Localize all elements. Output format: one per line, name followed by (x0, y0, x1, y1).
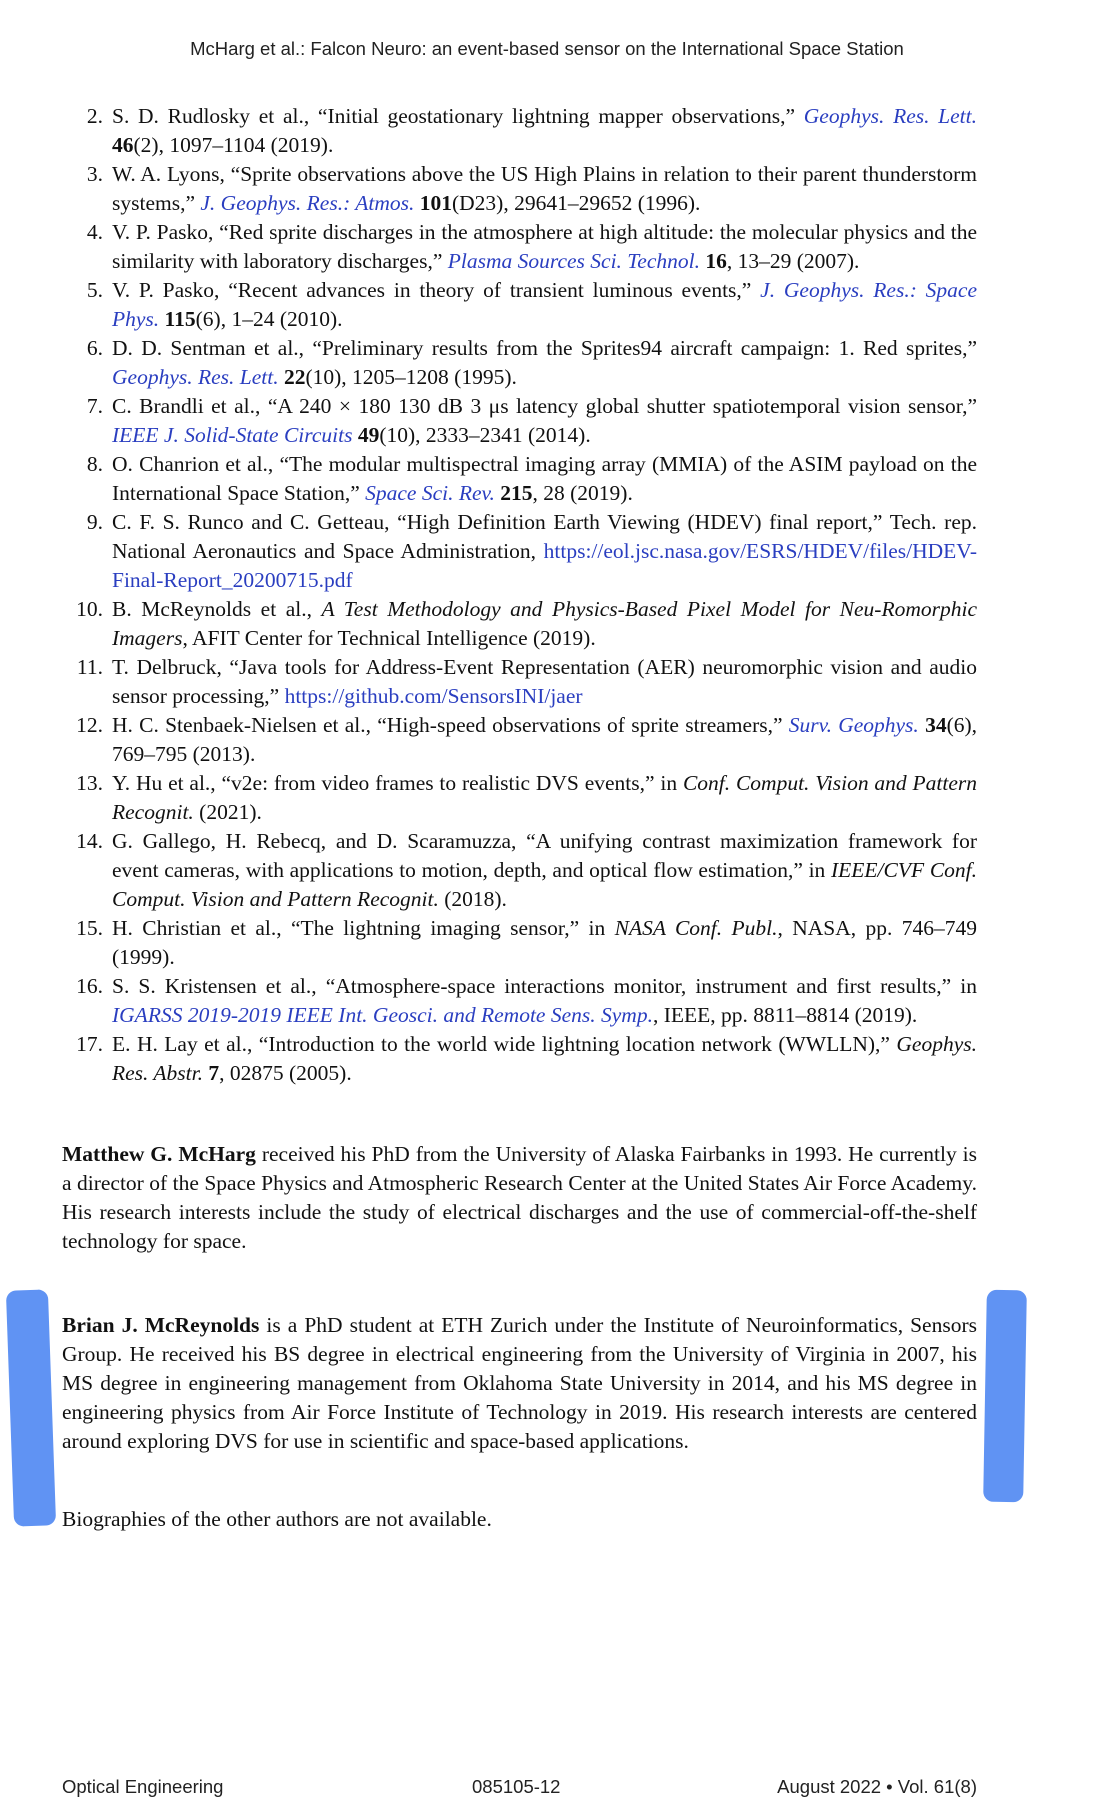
reference-text-segment: C. Brandli et al., “A 240 × 180 130 dB 3 μs latency global shutter spatiotemporal vision sensor,” (112, 394, 977, 418)
volume-number: 46 (112, 133, 134, 157)
volume-number: 16 (705, 249, 727, 273)
highlight-mark-left (6, 1289, 56, 1526)
footer-issue: August 2022 • Vol. 61(8) (777, 1776, 977, 1797)
reference-text-segment: H. Christian et al., “The lightning imaging sensor,” in (112, 916, 615, 940)
journal-link[interactable]: Geophys. Res. Lett. (803, 104, 978, 128)
volume-number: 49 (357, 423, 380, 447)
reference-text-segment: , 13–29 (2007). (726, 249, 860, 273)
reference-text-segment: (6), 769–795 (2013). (112, 713, 978, 766)
reference-number: 6. (86, 336, 103, 360)
reference-text-segment: (2021). (193, 800, 262, 824)
italic-title: IEEE/CVF Conf. Comput. Vision and Pattern Recognit. (112, 858, 978, 911)
reference-text (112, 218, 977, 276)
reference-text (112, 392, 977, 450)
reference-text (112, 1030, 977, 1088)
reference-number: 11. (76, 655, 103, 679)
italic-title: NASA Conf. Publ. (614, 916, 778, 940)
reference-text (112, 450, 977, 508)
reference-item (62, 769, 977, 827)
volume-number: 34 (925, 713, 947, 737)
journal-link[interactable]: Geophys. Res. Lett. (112, 365, 279, 389)
reference-text (112, 711, 977, 769)
reference-text (112, 102, 977, 160)
bio-mcreynolds-name: Brian J. McReynolds (62, 1313, 260, 1337)
running-head: McHarg et al.: Falcon Neuro: an event-based sensor on the International Space Station (190, 38, 904, 59)
highlight-mark-right (983, 1290, 1027, 1503)
reference-text-segment: , 02875 (2005). (219, 1061, 352, 1085)
bio-mcreynolds-text: is a PhD student at ETH Zurich under the Institute of Neuroinformatics, Sensors Group. He received his BS degree in electrical engineering from the University of Virginia in 2007, his MS degree in engineering management from Oklahoma State University in 2014, and his MS degree in engineering physics from Air Force Institute of Technology in 2019. His research interests are centered around exploring DVS for use in scientific and space-based applications. (62, 1313, 977, 1453)
journal-link[interactable]: Space Sci. Rev. (365, 481, 495, 505)
reference-text-segment: C. F. S. Runco and C. Getteau, “High Definition Earth Viewing (HDEV) final report,” Tech. rep. National Aeronautics and Space Administration, (112, 510, 977, 563)
reference-number: 5. (86, 278, 103, 302)
reference-text-segment: (10), 1205–1208 (1995). (305, 365, 517, 389)
reference-item (62, 595, 977, 653)
reference-number: 17. (76, 1032, 103, 1056)
reference-text-segment: (2), 1097–1104 (2019). (133, 133, 334, 157)
reference-text (112, 827, 977, 914)
reference-text-segment: , 28 (2019). (532, 481, 633, 505)
reference-item (62, 1030, 977, 1088)
journal-link[interactable]: Plasma Sources Sci. Technol. (447, 249, 700, 273)
reference-text-segment: (6), 1–24 (2010). (195, 307, 343, 331)
reference-item (62, 827, 977, 914)
volume-number: 115 (164, 307, 196, 331)
reference-item (62, 334, 977, 392)
reference-item (62, 508, 977, 595)
reference-text-segment: S. D. Rudlosky et al., “Initial geostationary lightning mapper observations,” (112, 104, 804, 128)
reference-text-segment: O. Chanrion et al., “The modular multispectral imaging array (MMIA) of the ASIM payload on the International Space Station,” (112, 452, 977, 505)
italic-title: Geophys. Res. Abstr. (112, 1032, 977, 1085)
reference-item (62, 102, 977, 160)
reference-text-segment: , AFIT Center for Technical Intelligence (2019). (182, 626, 596, 650)
journal-link[interactable]: J. Geophys. Res.: Atmos. (200, 191, 415, 215)
url-link[interactable]: https://github.com/SensorsINI/jaer (284, 684, 583, 708)
reference-number: 7. (86, 394, 103, 418)
volume-number: 101 (419, 191, 452, 215)
reference-text-segment: B. McReynolds et al., (112, 597, 322, 621)
reference-number: 4. (86, 220, 103, 244)
reference-text-segment: (2018). (438, 887, 507, 911)
reference-item (62, 450, 977, 508)
reference-number: 3. (86, 162, 103, 186)
journal-link[interactable]: J. Geophys. Res.: Space Phys. (112, 278, 977, 331)
reference-text-segment: T. Delbruck, “Java tools for Address-Event Representation (AER) neuromorphic vision and audio sensor processing,” (112, 655, 977, 708)
bio-mcreynolds (62, 1311, 977, 1456)
reference-text (112, 334, 977, 392)
reference-text-segment: V. P. Pasko, “Red sprite discharges in the atmosphere at high altitude: the molecular physics and the similarity with laboratory discharges,” (112, 220, 977, 273)
reference-text-segment: W. A. Lyons, “Sprite observations above the US High Plains in relation to their parent thunderstorm systems,” (112, 162, 977, 215)
volume-number: 22 (283, 365, 306, 389)
reference-text-segment: , NASA, pp. 746–749 (1999). (112, 916, 977, 969)
reference-text (112, 972, 977, 1030)
volume-number: 215 (500, 481, 533, 505)
bio-other-authors: Biographies of the other authors are not available. (62, 1507, 492, 1531)
reference-text (112, 276, 977, 334)
footer-journal: Optical Engineering (62, 1776, 224, 1797)
reference-number: 16. (76, 974, 103, 998)
reference-text-segment: (10), 2333–2341 (2014). (379, 423, 591, 447)
reference-number: 8. (86, 452, 103, 476)
url-link[interactable]: https://eol.jsc.nasa.gov/ESRS/HDEV/files/HDEV-Final-Report_20200715.pdf (112, 539, 977, 592)
reference-text-segment: D. D. Sentman et al., “Preliminary results from the Sprites94 aircraft campaign: 1. Red sprites,” (112, 336, 977, 360)
bio-mcharg-name: Matthew G. McHarg (62, 1142, 256, 1166)
reference-item (62, 160, 977, 218)
bio-mcharg-text: received his PhD from the University of Alaska Fairbanks in 1993. He currently is a director of the Space Physics and Atmospheric Research Center at the United States Air Force Academy. His research interests include the study of electrical discharges and the use of commercial-off-the-shelf technology for space. (62, 1142, 977, 1253)
reference-text (112, 595, 977, 653)
reference-number: 13. (76, 771, 103, 795)
reference-item (62, 218, 977, 276)
reference-text (112, 914, 977, 972)
reference-text (112, 769, 977, 827)
reference-number: 2. (86, 104, 103, 128)
reference-text (112, 653, 977, 711)
reference-text-segment: H. C. Stenbaek-Nielsen et al., “High-speed observations of sprite streamers,” (112, 713, 789, 737)
bio-mcharg (62, 1140, 977, 1256)
reference-text-segment: , IEEE, pp. 8811–8814 (2019). (652, 1003, 918, 1027)
reference-number: 15. (76, 916, 103, 940)
reference-text-segment: Y. Hu et al., “v2e: from video frames to realistic DVS events,” in (112, 771, 683, 795)
journal-link[interactable]: IEEE J. Solid-State Circuits (112, 423, 353, 447)
journal-link[interactable]: Surv. Geophys. (788, 713, 919, 737)
italic-title: A Test Methodology and Physics-Based Pixel Model for Neu-Romorphic Imagers (112, 597, 978, 650)
reference-list (62, 102, 977, 1088)
reference-number: 10. (76, 597, 103, 621)
reference-text (112, 508, 977, 595)
reference-text (112, 160, 977, 218)
reference-text-segment: (D23), 29641–29652 (1996). (451, 191, 701, 215)
reference-item (62, 653, 977, 711)
footer-article-id: 085105-12 (472, 1776, 561, 1797)
reference-item (62, 392, 977, 450)
reference-number: 12. (76, 713, 103, 737)
reference-item (62, 914, 977, 972)
reference-text-segment: S. S. Kristensen et al., “Atmosphere-space interactions monitor, instrument and first results,” in (112, 974, 977, 998)
reference-item (62, 276, 977, 334)
reference-text-segment: V. P. Pasko, “Recent advances in theory of transient luminous events,” (112, 278, 761, 302)
reference-number: 9. (86, 510, 103, 534)
italic-title: Conf. Comput. Vision and Pattern Recognit. (112, 771, 977, 824)
reference-item (62, 711, 977, 769)
volume-number: 7 (208, 1061, 220, 1085)
reference-item (62, 972, 977, 1030)
reference-text-segment: E. H. Lay et al., “Introduction to the world wide lightning location network (WWLLN),” (112, 1032, 897, 1056)
reference-number: 14. (76, 829, 103, 853)
journal-link[interactable]: IGARSS 2019-2019 IEEE Int. Geosci. and Remote Sens. Symp. (112, 1003, 653, 1027)
reference-text-segment: G. Gallego, H. Rebecq, and D. Scaramuzza, “A unifying contrast maximization framework for event cameras, with applications to motion, depth, and optical flow estimation,” in (112, 829, 977, 882)
